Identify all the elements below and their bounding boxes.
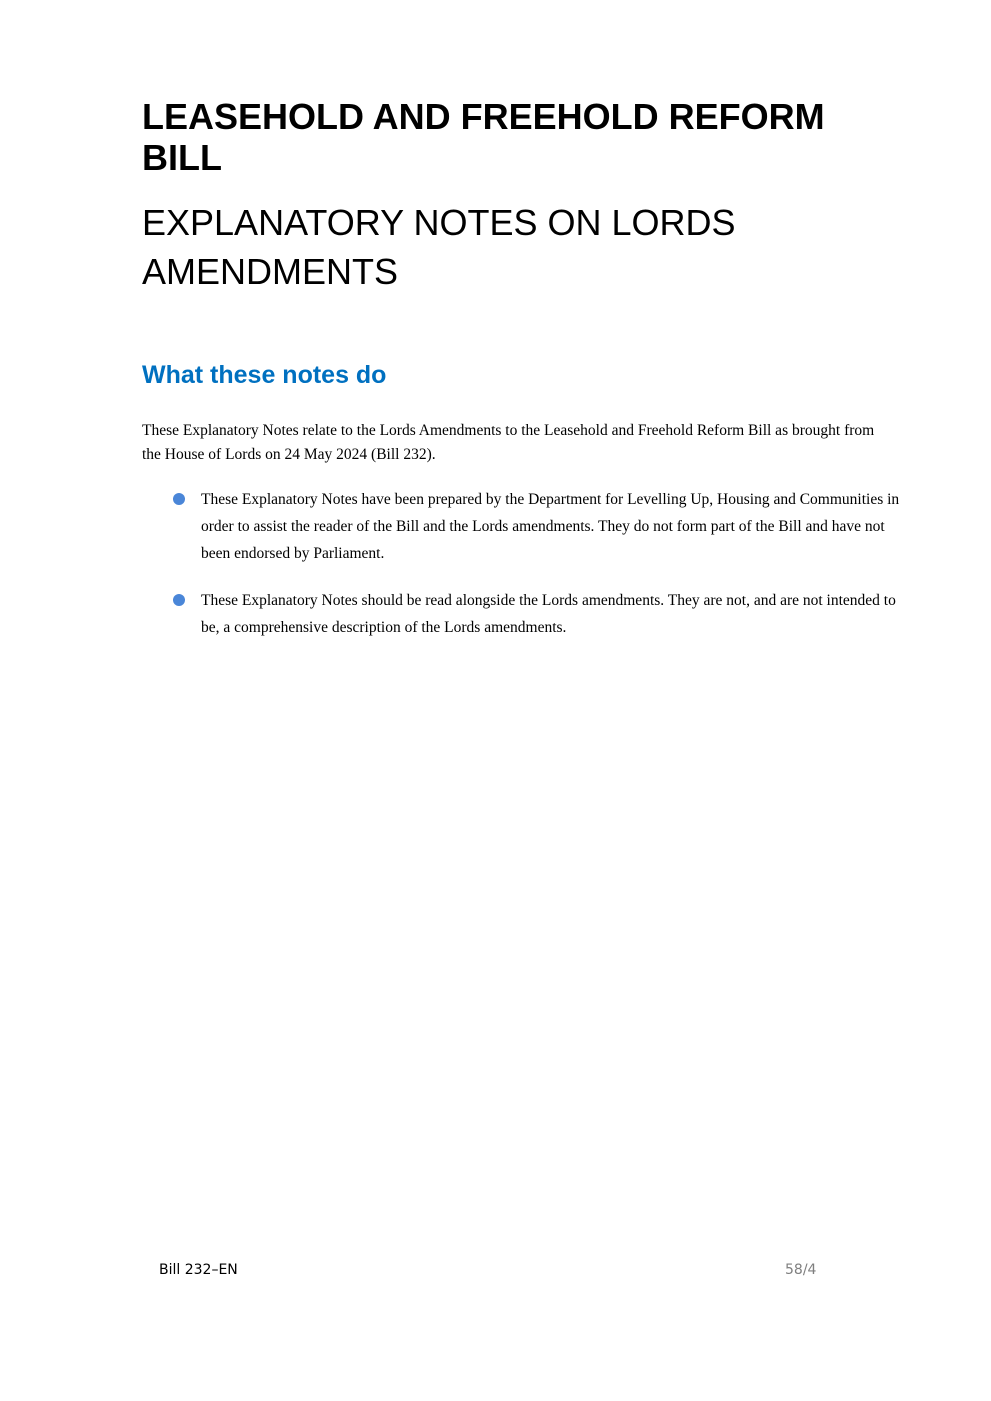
intro-paragraph: These Explanatory Notes relate to the Lords Amendments to the Leasehold and Freehold Reform Bill as brought from the House of Lords on 24 May 2024 (Bill 232). bbox=[142, 422, 875, 463]
bullet-text: These Explanatory Notes have been prepared by the Department for Levelling Up, Housing and Communities in order to assist the reader of the Bill and the Lords amendments. They do not form part of the Bill and have not been endorsed by Parliament. bbox=[201, 491, 900, 562]
bullet-item bbox=[142, 486, 902, 567]
bullet-item bbox=[142, 587, 902, 641]
bullet-text: These Explanatory Notes should be read alongside the Lords amendments. They are not, and are not intended to be, a comprehensive description of the Lords amendments. bbox=[201, 592, 896, 636]
footer-bill-reference: Bill 232–EN bbox=[159, 1262, 238, 1278]
document-subtitle: EXPLANATORY NOTES ON LORDS AMENDMENTS bbox=[142, 202, 736, 292]
bullet-list bbox=[142, 486, 902, 661]
bullet-dot-icon bbox=[173, 493, 185, 505]
bullet-dot-icon bbox=[173, 594, 185, 606]
document-title: LEASEHOLD AND FREEHOLD REFORM BILL bbox=[142, 96, 825, 178]
section-heading: What these notes do bbox=[142, 361, 387, 389]
footer-page-code: 58/4 bbox=[785, 1262, 817, 1278]
